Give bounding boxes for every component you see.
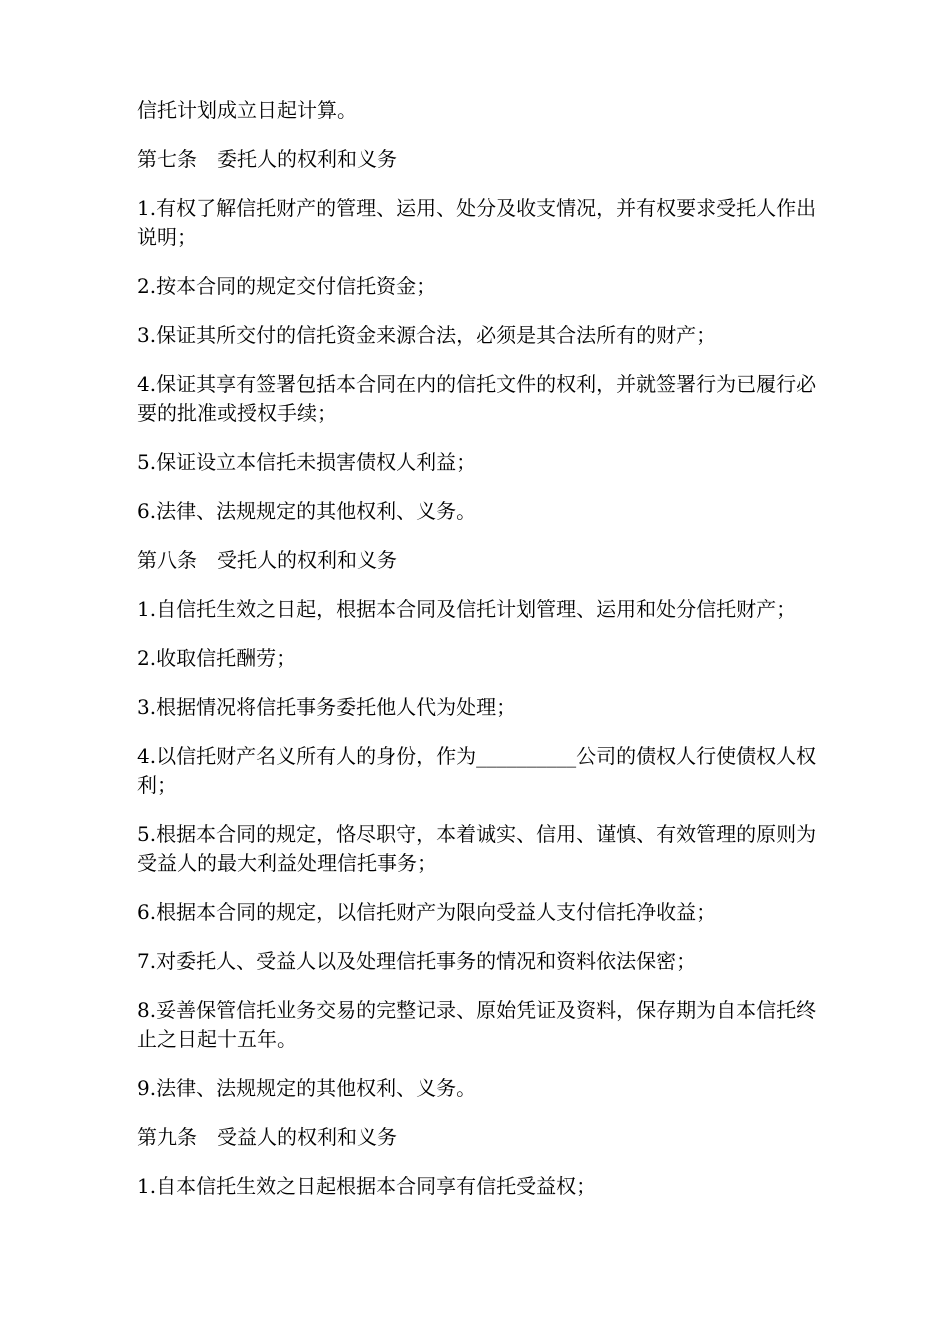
clause-item: 1.自信托生效之日起，根据本合同及信托计划管理、运用和处分信托财产； [137,597,797,621]
clause-item: 4.以信托财产名义所有人的身份，作为__________公司的债权人行使债权人权利； [137,744,817,797]
document-body [137,96,817,1221]
clause-item: 6.法律、法规规定的其他权利、义务。 [137,499,477,523]
article-heading: 第七条 委托人的权利和义务 [137,147,397,171]
clause-item: 2.按本合同的规定交付信托资金； [137,274,437,298]
clause-item: 9.法律、法规规定的其他权利、义务。 [137,1076,477,1100]
clause-item: 3.保证其所交付的信托资金来源合法，必须是其合法所有的财产； [137,323,717,347]
clause-item: 4.保证其享有签署包括本合同在内的信托文件的权利，并就签署行为已履行必要的批准或授权手续； [137,372,817,425]
clause-item: 8.妥善保管信托业务交易的完整记录、原始凭证及资料，保存期为自本信托终止之日起十五年。 [137,998,817,1051]
clause-item: 7.对委托人、受益人以及处理信托事务的情况和资料依法保密； [137,949,697,973]
clause-item: 1.有权了解信托财产的管理、运用、处分及收支情况，并有权要求受托人作出说明； [137,196,817,249]
article-heading: 第九条 受益人的权利和义务 [137,1125,397,1149]
clause-text: 信托计划成立日起计算。 [137,98,357,122]
clause-item: 3.根据情况将信托事务委托他人代为处理； [137,695,517,719]
clause-item: 2.收取信托酬劳； [137,646,297,670]
article-heading: 第八条 受托人的权利和义务 [137,548,397,572]
clause-item: 1.自本信托生效之日起根据本合同享有信托受益权； [137,1174,597,1198]
clause-item: 5.根据本合同的规定，恪尽职守，本着诚实、信用、谨慎、有效管理的原则为受益人的最大利益处理信托事务； [137,822,817,875]
clause-item: 6.根据本合同的规定，以信托财产为限向受益人支付信托净收益； [137,900,717,924]
clause-item: 5.保证设立本信托未损害债权人利益； [137,450,477,474]
